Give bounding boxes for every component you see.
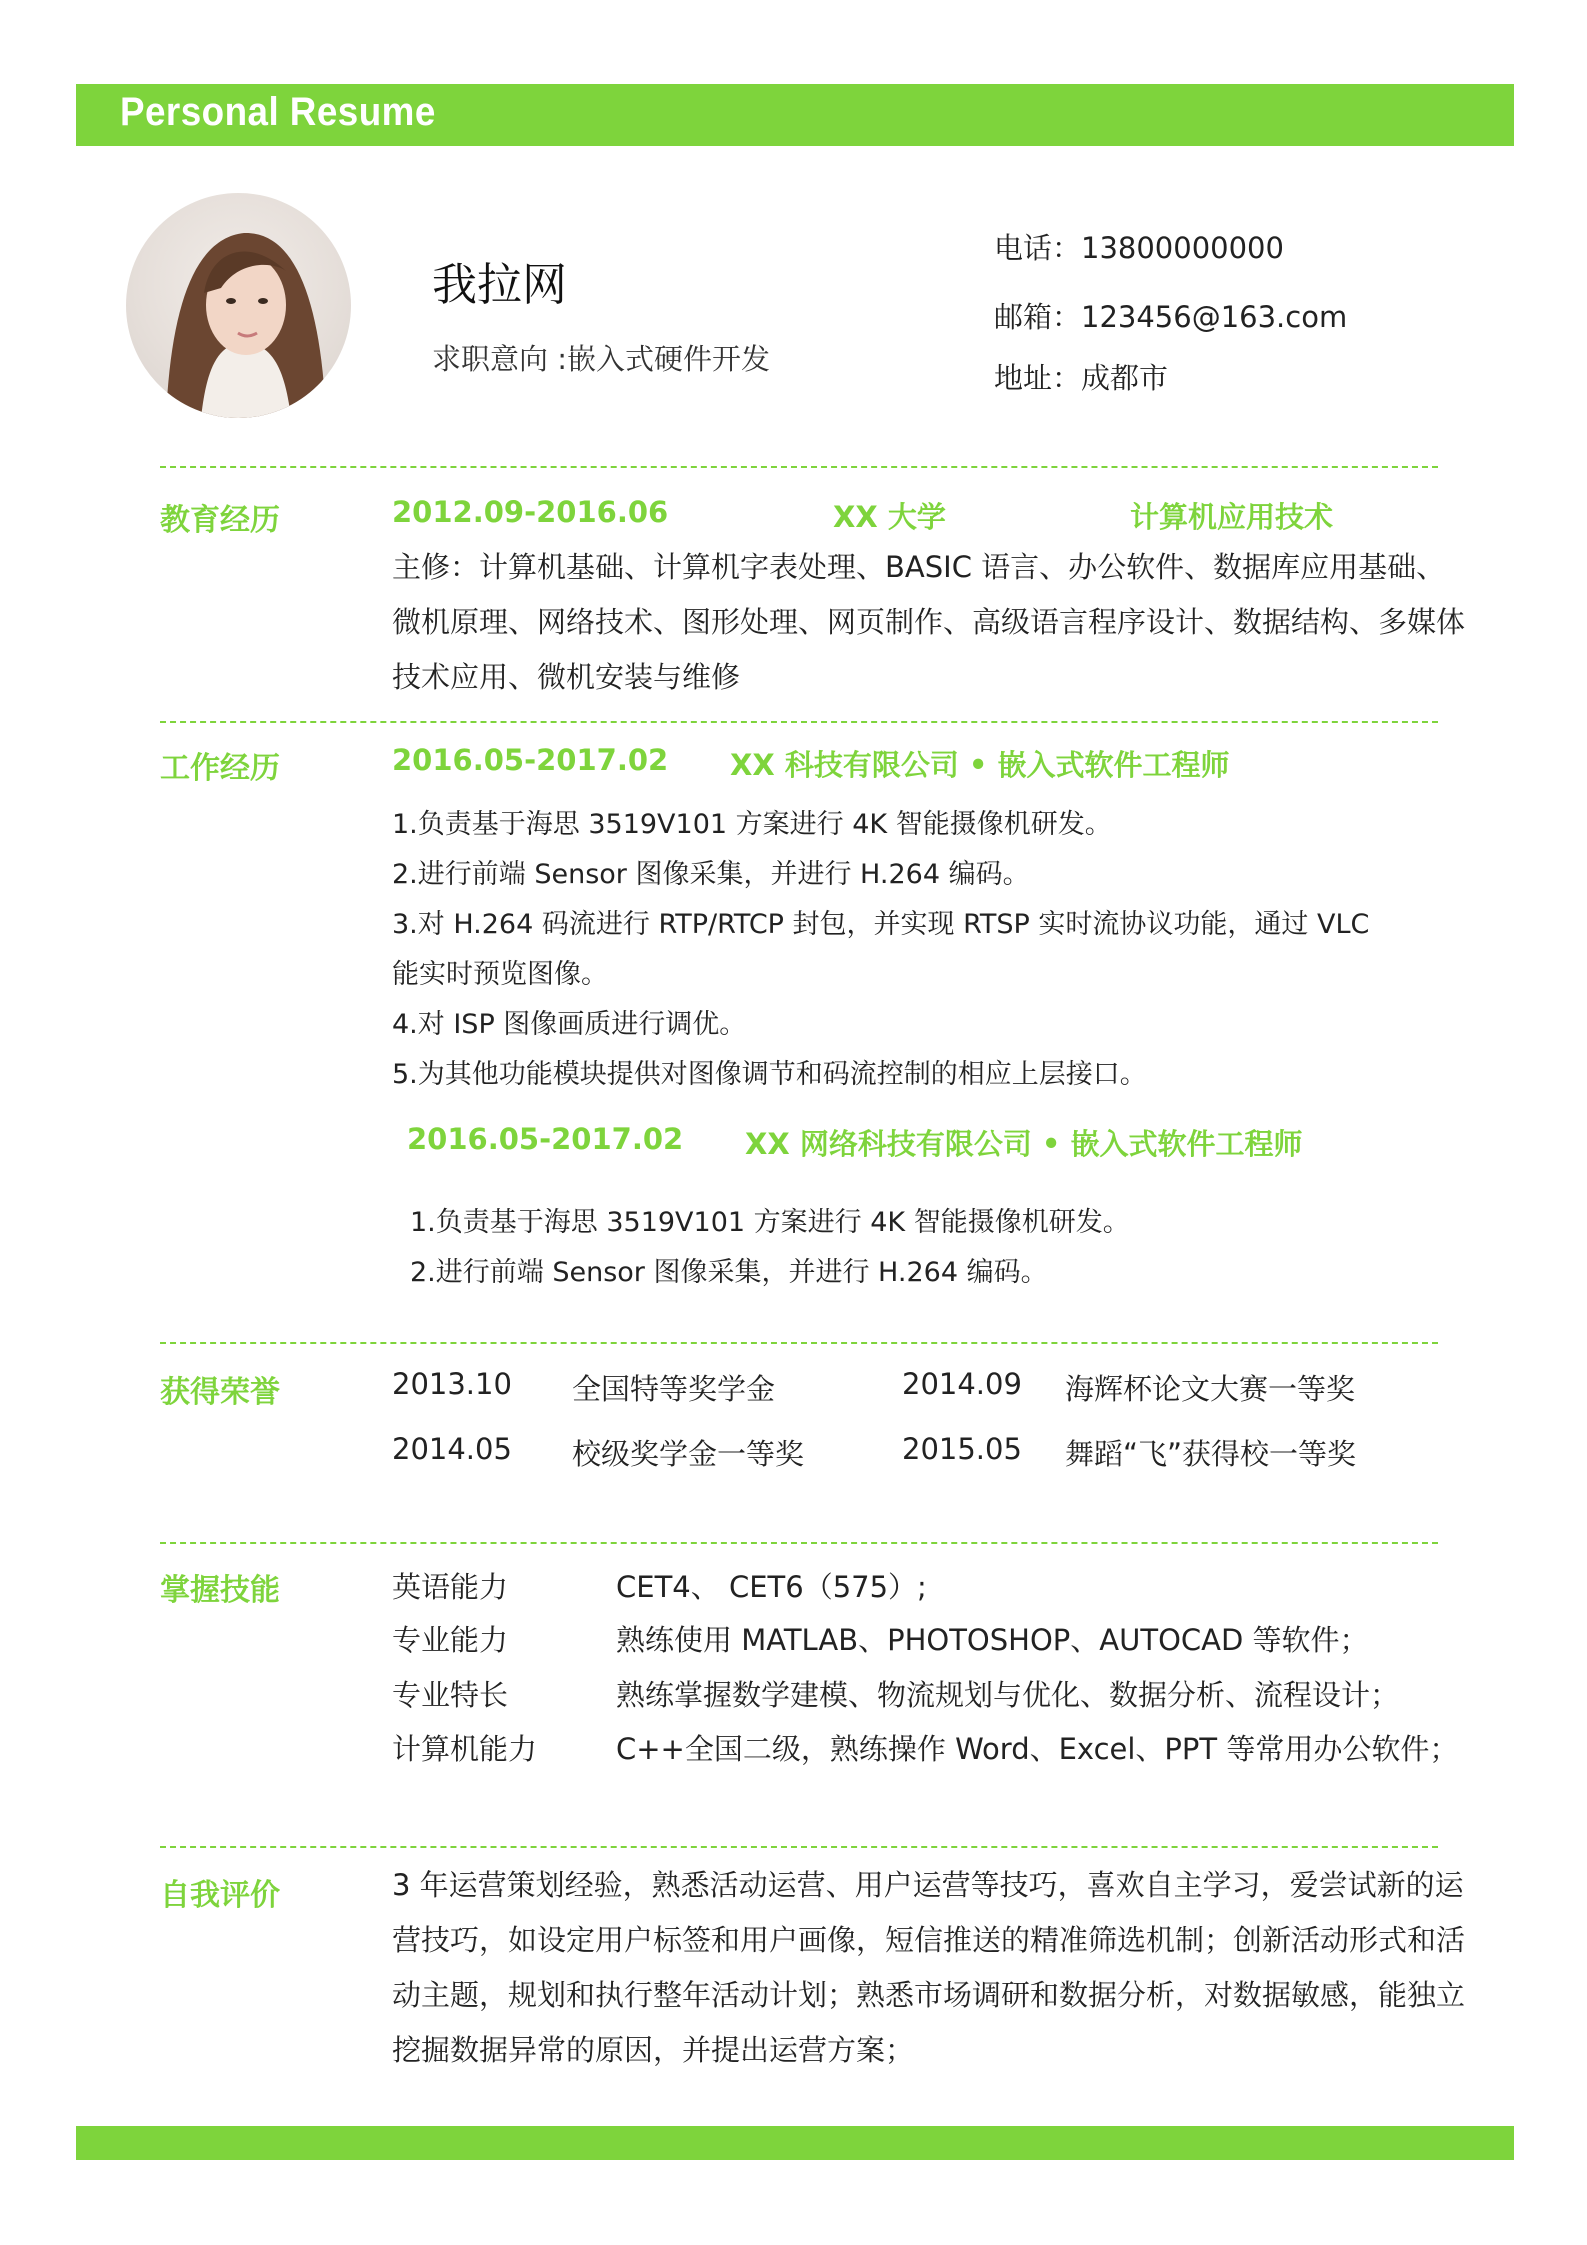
skill-detail: C++全国二级，熟练操作 Word、Excel、PPT 等常用办公软件； (616, 1732, 1459, 1766)
honor-title: 海辉杯论文大赛一等奖 (1065, 1372, 1356, 1406)
honor-date: 2013.10 (392, 1367, 512, 1401)
job-duty: 2.进行前端 Sensor 图像采集，并进行 H.264 编码。 (410, 1257, 1048, 1288)
job-company: XX 网络科技有限公司 • 嵌入式软件工程师 (745, 1127, 1303, 1161)
header-bar (76, 84, 1514, 146)
footer-bar (76, 2126, 1514, 2160)
job-duty: 2.进行前端 Sensor 图像采集，并进行 H.264 编码。 (392, 859, 1030, 890)
self-eval-text: 3 年运营策划经验，熟悉活动运营、用户运营等技巧，喜欢自主学习，爱尝试新的运营技巧，如设定用户标签和用户画像，短信推送的精准筛选机制；创新活动形式和活动主题，规划和执行整年活动计划；熟悉市场调研和数据分析，对数据敏感，能独立挖掘数据异常的原因，并提出运营方案； (392, 1868, 1466, 2067)
education-major: 计算机应用技术 (1130, 500, 1334, 534)
job-duty: 1.负责基于海思 3519V101 方案进行 4K 智能摄像机研发。 (410, 1207, 1130, 1238)
contact-phone: 电话：13800000000 (994, 231, 1284, 265)
job-objective: 求职意向 :嵌入式硬件开发 (432, 342, 770, 376)
skill-detail: 熟练使用 MATLAB、PHOTOSHOP、AUTOCAD 等软件； (616, 1623, 1369, 1657)
education-label: 教育经历 (160, 503, 280, 538)
candidate-name: 我拉网 (432, 258, 568, 311)
job-company: XX 科技有限公司 • 嵌入式软件工程师 (730, 748, 1230, 782)
skill-name: 专业特长 (392, 1678, 509, 1712)
job-duty: 能实时预览图像。 (392, 959, 608, 990)
job-period: 2016.05-2017.02 (407, 1122, 684, 1156)
skill-name: 计算机能力 (392, 1732, 538, 1766)
honor-date: 2014.09 (902, 1367, 1022, 1401)
section-divider (160, 1342, 1438, 1344)
honor-date: 2015.05 (902, 1432, 1022, 1466)
job-duty: 3.对 H.264 码流进行 RTP/RTCP 封包，并实现 RTSP 实时流协议功能，通过 VLC (392, 909, 1370, 940)
education-courses: 主修：计算机基础、计算机字表处理、BASIC 语言、办公软件、数据库应用基础、微机原理、网络技术、图形处理、网页制作、高级语言程序设计、数据结构、多媒体技术应用、微机安装与维修 (392, 550, 1466, 694)
honor-title: 全国特等奖学金 (572, 1372, 776, 1406)
skill-detail: 熟练掌握数学建模、物流规划与优化、数据分析、流程设计； (616, 1678, 1400, 1712)
education-period: 2012.09-2016.06 (392, 495, 669, 529)
resume-title: Personal Resume (120, 90, 436, 134)
honors-label: 获得荣誉 (160, 1375, 280, 1410)
section-divider (160, 1542, 1438, 1544)
education-school: XX 大学 (833, 500, 946, 534)
self-eval-label: 自我评价 (160, 1878, 280, 1913)
honor-date: 2014.05 (392, 1432, 512, 1466)
job-duty: 1.负责基于海思 3519V101 方案进行 4K 智能摄像机研发。 (392, 809, 1112, 840)
avatar-photo (126, 193, 351, 418)
honor-title: 舞蹈“飞”获得校一等奖 (1065, 1437, 1357, 1471)
avatar (126, 193, 351, 418)
honor-title: 校级奖学金一等奖 (572, 1437, 805, 1471)
section-divider (160, 466, 1438, 468)
skills-label: 掌握技能 (160, 1573, 280, 1608)
skill-name: 英语能力 (392, 1570, 509, 1604)
work-label: 工作经历 (160, 751, 280, 786)
section-divider (160, 1846, 1438, 1848)
job-duty: 4.对 ISP 图像画质进行调优。 (392, 1009, 747, 1040)
contact-email: 邮箱：123456@163.com (994, 300, 1348, 334)
skill-detail: CET4、 CET6（575）; (616, 1570, 927, 1604)
contact-address: 地址：成都市 (994, 361, 1169, 395)
job-period: 2016.05-2017.02 (392, 743, 669, 777)
job-duty: 5.为其他功能模块提供对图像调节和码流控制的相应上层接口。 (392, 1059, 1147, 1090)
section-divider (160, 721, 1438, 723)
skill-name: 专业能力 (392, 1623, 509, 1657)
